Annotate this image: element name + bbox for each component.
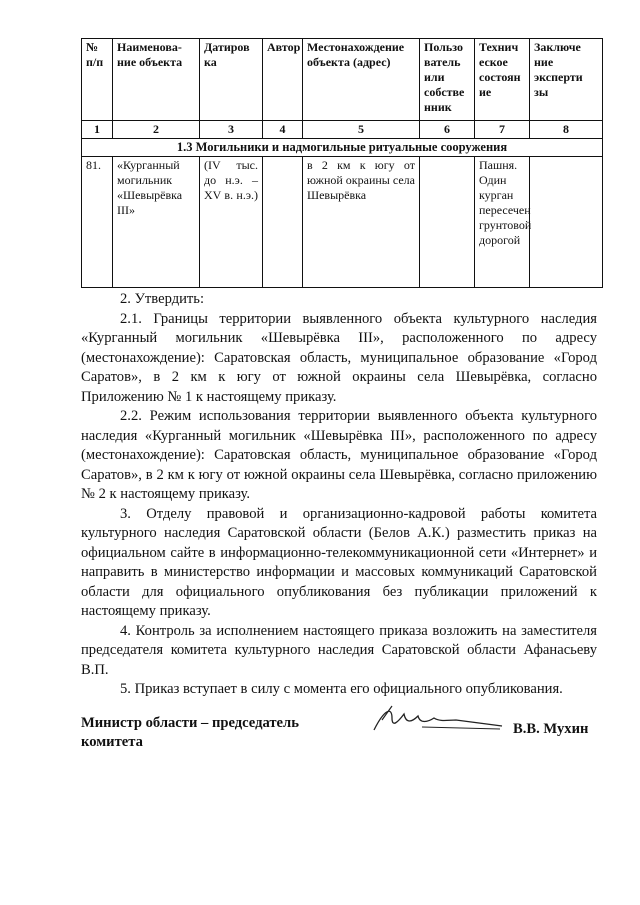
header-name: Наименова-ние объекта (113, 39, 200, 121)
col-number: 3 (200, 121, 263, 139)
row-number: 81. (82, 157, 113, 288)
header-expertise: Заключе ние эксперти зы (530, 39, 603, 121)
header-location: Местонахождение объекта (адрес) (303, 39, 420, 121)
signatory-title-line2: комитета (81, 734, 143, 750)
header-number: № п/п (82, 39, 113, 121)
signatory-title (81, 714, 299, 752)
header-owner: Пользо ватель или собстве нник (420, 39, 475, 121)
col-number: 2 (113, 121, 200, 139)
column-number-row (82, 121, 603, 139)
table-row (82, 157, 603, 288)
handwritten-signature (362, 700, 512, 740)
paragraph-2-2: 2.2. Режим использования территории выявленного объекта культурного наследия «Курганный могильник «Шевырёвка III», расположенного по адресу (местонахождение): Саратовская область, муниципальное образование «Город Саратов», в 2 км к югу от южной окраины села Шевырёвка, согласно приложению № 2 к настоящему приказу. (81, 408, 597, 502)
row-author (263, 157, 303, 288)
header-author: Автор (263, 39, 303, 121)
paragraph-5: 5. Приказ вступает в силу с момента его официального опубликования. (120, 681, 563, 697)
col-number: 8 (530, 121, 603, 139)
section-title: 1.3 Могильники и надмогильные ритуальные сооружения (82, 139, 603, 157)
row-owner (420, 157, 475, 288)
row-location: в 2 км к югу от южной окраины села Шевырёвка (303, 157, 420, 288)
paragraph-2-1: 2.1. Границы территории выявленного объекта культурного наследия «Курганный могильник «Шевырёвка III», расположенного по адресу (местонахождение): Саратовская область, муниципальное образование «Город Саратов», в 2 км к югу от южной окраины села Шевырёвка, согласно Приложению № 1 к настоящему приказу. (81, 310, 597, 405)
row-condition: Пашня. Один курган пересечен грунтовой дорогой (475, 157, 530, 288)
header-condition: Технич еское состоян ие (475, 39, 530, 121)
heritage-register-table (81, 38, 603, 288)
row-dating: (IV тыс. до н.э. – XV в. н.э.) (200, 157, 263, 288)
col-number: 1 (82, 121, 113, 139)
row-expertise (530, 157, 603, 288)
paragraph-3: 3. Отделу правовой и организационно-кадровой работы комитета культурного наследия Саратовской области (Белов А.К.) разместить приказ на официальном сайте в информационно-телекоммуникационной сети «Интернет» и направить в министерство информации и массовых коммуникаций Саратовской области для официального опубликования без публикации приложений к настоящему приказу. (81, 505, 597, 619)
table-header-row (82, 39, 603, 121)
paragraph-4: 4. Контроль за исполнением настоящего приказа возложить на заместителя председателя комитета культурного наследия Саратовской области Афанасьеву В.П. (81, 622, 597, 678)
order-body (81, 290, 597, 700)
col-number: 4 (263, 121, 303, 139)
signatory-name: В.В. Мухин (513, 721, 589, 737)
signatory-title-line1: Министр области – председатель (81, 715, 299, 731)
col-number: 7 (475, 121, 530, 139)
header-dating: Датиров ка (200, 39, 263, 121)
section-row (82, 139, 603, 157)
col-number: 6 (420, 121, 475, 139)
col-number: 5 (303, 121, 420, 139)
row-name: «Курганный могильник «Шевырёвка III» (113, 157, 200, 288)
paragraph-approve: 2. Утвердить: (120, 291, 205, 307)
